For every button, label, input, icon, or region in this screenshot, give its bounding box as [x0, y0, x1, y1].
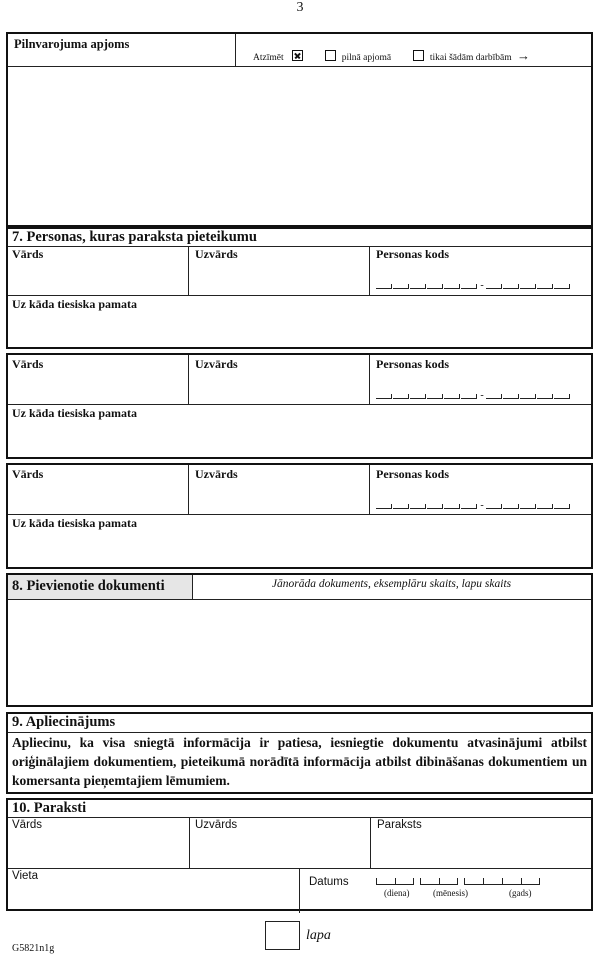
date-month-caption: (mēnesis) [433, 888, 468, 898]
section8-attached-documents [6, 573, 593, 707]
personal-code-label: Personas kods [376, 247, 450, 261]
divider [8, 246, 591, 247]
first-name-label: Vārds [12, 357, 44, 371]
mark-options [253, 48, 530, 64]
first-name-label: Vārds [12, 467, 44, 481]
last-name-label: Uzvārds [195, 357, 238, 371]
divider [8, 514, 591, 515]
legal-basis-input[interactable] [8, 313, 591, 347]
last-name-label: Uzvārds [195, 467, 238, 481]
last-name-input[interactable] [190, 834, 370, 868]
date-input[interactable] [376, 878, 546, 885]
sheet-label: lapa [306, 928, 331, 943]
divider [369, 465, 370, 514]
last-name-label: Uzvārds [195, 819, 238, 831]
last-name-input[interactable] [189, 481, 369, 514]
divider [235, 34, 236, 66]
personal-code-input[interactable]: - [376, 283, 571, 289]
section9-declaration [6, 712, 593, 794]
divider [8, 817, 591, 818]
date-day-caption: (diena) [384, 888, 410, 898]
signature-field[interactable] [371, 834, 591, 868]
section10-signatures [6, 798, 593, 911]
date-label: Datums [309, 876, 349, 888]
section9-title: 9. Apliecinājums [12, 714, 116, 730]
divider [8, 295, 591, 296]
divider [369, 355, 370, 404]
first-name-input[interactable] [8, 834, 189, 868]
section8-title: 8. Pievienotie dokumenti [12, 578, 165, 594]
legal-basis-input[interactable] [8, 532, 591, 567]
date-month-slots[interactable] [420, 878, 458, 885]
arrow-right-icon: → [516, 48, 530, 63]
divider [369, 246, 370, 295]
date-year-slots[interactable] [464, 878, 540, 885]
section7-person2 [6, 353, 593, 459]
place-input[interactable] [8, 886, 299, 909]
place-label: Vieta [12, 870, 39, 882]
form-code: G5821n1g [12, 943, 55, 954]
section7-title: 7. Personas, kuras paraksta pieteikumu [12, 229, 257, 245]
divider [299, 868, 300, 913]
personal-code-label: Personas kods [376, 357, 450, 371]
legal-basis-label: Uz kāda tiesiska pamata [12, 297, 138, 311]
section7-person1 [6, 227, 593, 349]
section7-person3 [6, 463, 593, 569]
section8-hint: Jānorāda dokuments, eksemplāru skaits, lapu skaits [271, 578, 512, 590]
option-full-scope-label: pilnā apjomā [341, 53, 392, 63]
authority-scope-title: Pilnvarojuma apjoms [14, 37, 130, 51]
signature-label: Paraksts [377, 819, 422, 831]
first-name-input[interactable] [8, 481, 188, 514]
option-specific-actions-label: tikai šādām darbībām [429, 53, 512, 63]
authority-scope-input[interactable] [8, 67, 591, 225]
attached-documents-input[interactable] [8, 600, 591, 705]
first-name-input[interactable] [8, 261, 188, 295]
section10-title: 10. Paraksti [12, 800, 87, 816]
last-name-input[interactable] [189, 261, 369, 295]
last-name-label: Uzvārds [195, 247, 238, 261]
page-number: 3 [296, 0, 304, 15]
sheet-count-input[interactable] [265, 921, 300, 950]
personal-code-input[interactable]: - [376, 393, 571, 399]
mark-label: Atzīmēt [253, 53, 284, 63]
divider [8, 404, 591, 405]
legal-basis-input[interactable] [8, 422, 591, 457]
last-name-input[interactable] [189, 371, 369, 404]
first-name-label: Vārds [12, 247, 44, 261]
option-full-scope-checkbox[interactable] [325, 50, 336, 61]
legal-basis-label: Uz kāda tiesiska pamata [12, 406, 138, 420]
personal-code-input[interactable]: - [376, 503, 571, 509]
option-specific-actions-checkbox[interactable] [413, 50, 424, 61]
date-day-slots[interactable] [376, 878, 414, 885]
first-name-label: Vārds [12, 819, 43, 831]
legal-basis-label: Uz kāda tiesiska pamata [12, 516, 138, 530]
authority-scope-box [6, 32, 593, 227]
personal-code-label: Personas kods [376, 467, 450, 481]
first-name-input[interactable] [8, 371, 188, 404]
date-year-caption: (gads) [509, 888, 532, 898]
checkbox-checked-icon [292, 50, 303, 61]
section9-text: Apliecinu, ka visa sniegtā informācija ir patiesa, iesniegtie dokumentu atvasinājumi atbilst oriģinālajiem dokumentiem, pieteikumā norādītā informācija atbilst dibināšanas dokumentiem un komersanta pieņemtajiem lēmumiem. [12, 735, 587, 788]
